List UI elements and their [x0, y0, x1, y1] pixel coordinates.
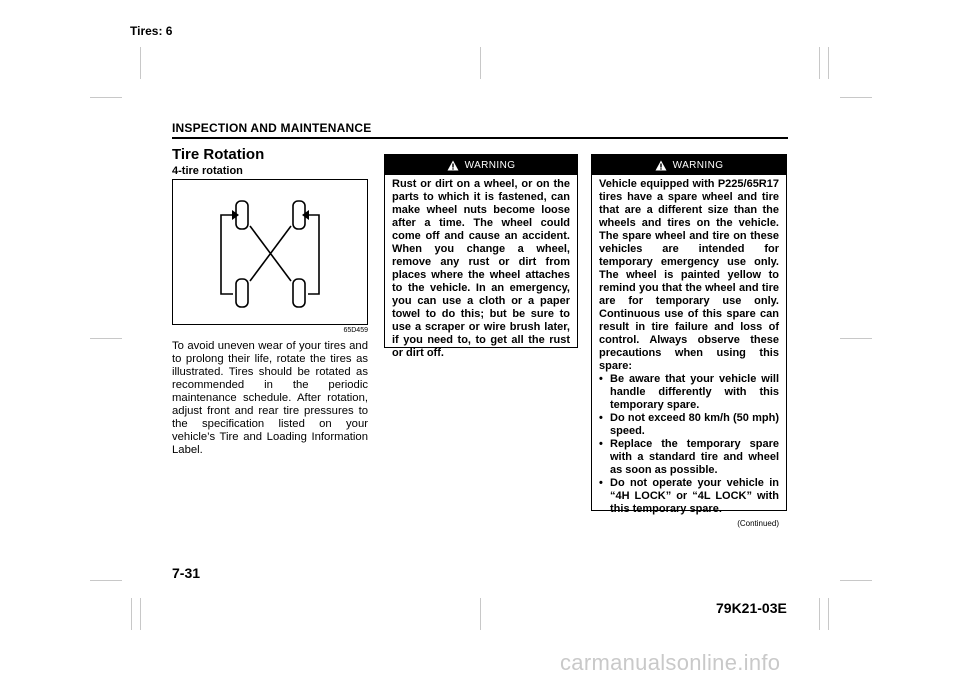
- precaution-list: [599, 373, 779, 516]
- rear-left-tire: [236, 279, 248, 307]
- crop-mark: [480, 47, 481, 79]
- crop-mark: [840, 338, 872, 339]
- rotation-line: [221, 215, 233, 294]
- list-item: • Be aware that your vehicle will handle differently with this temporary spare.: [599, 373, 779, 412]
- figure-code: 65D459: [343, 327, 368, 334]
- crop-mark: [819, 47, 820, 79]
- crop-mark: [140, 47, 141, 79]
- page-number: 7-31: [172, 565, 201, 581]
- crop-mark: [131, 598, 132, 630]
- crop-mark: [819, 598, 820, 630]
- crop-mark: [140, 598, 141, 630]
- warning-label: WARNING: [464, 159, 516, 171]
- running-head: Tires: 6: [130, 24, 173, 38]
- list-item: • Replace the temporary spare with a standard tire and wheel as soon as possible.: [599, 438, 779, 477]
- warning-content: [592, 175, 786, 534]
- tire-rotation-column: [172, 146, 368, 457]
- crop-mark: [828, 598, 829, 630]
- crop-mark: [90, 97, 122, 98]
- document-code: 79K21-03E: [716, 600, 787, 616]
- crop-mark: [840, 97, 872, 98]
- continued-note: (Continued): [737, 519, 779, 528]
- subsection-title: 4-tire rotation: [172, 165, 243, 177]
- warning-text: Vehicle equipped with P225/65R17 tires have a spare wheel and tire that are a different size than the wheels and tires on the vehicle. The spare wheel and tire on these vehicles are intended for temporary emergency use only. The wheel is painted yellow to remind you that the wheel and tire are for temporary use only. Continuous use of this spare can result in tire failure and loss of control. Always observe these precautions when using this spare:: [599, 178, 779, 372]
- crop-mark: [480, 598, 481, 630]
- warning-box: [591, 154, 787, 528]
- list-item: • Do not exceed 80 km/h (50 mph) speed.: [599, 412, 779, 438]
- warning-triangle-icon: [655, 160, 667, 171]
- list-item: • Do not operate your vehicle in “4H LOCK” or “4L LOCK” with this temporary spare.: [599, 477, 779, 516]
- warning-triangle-icon: [447, 160, 459, 171]
- watermark: carmanualsonline.info: [560, 650, 781, 675]
- section-heading: INSPECTION AND MAINTENANCE: [172, 121, 372, 135]
- rear-right-tire: [293, 279, 305, 307]
- crop-mark: [90, 338, 122, 339]
- tire-rotation-diagram: [173, 180, 367, 324]
- warning-box: [384, 154, 578, 359]
- tire-rotation-figure: [172, 179, 368, 325]
- warning-label: WARNING: [672, 159, 724, 171]
- rotation-line: [308, 215, 319, 294]
- header-rule: [172, 137, 788, 139]
- warning-header: [592, 155, 786, 175]
- crop-mark: [840, 580, 872, 581]
- warning-header: [385, 155, 577, 175]
- warning-text: Rust or dirt on a wheel, or on the parts to which it is fastened, can make wheel nuts become loose after a time. The wheel could come off and cause an accident. When you change a wheel, remove any rust or dirt from places where the wheel attaches to the vehicle. In an emergency, you can use a cloth or a paper towel to do this; but be sure to use a scraper or wire brush later, if you need to, to get all the rust or dirt off.: [392, 178, 570, 359]
- crop-mark: [90, 580, 122, 581]
- body-paragraph: To avoid uneven wear of your tires and to prolong their life, rotate the tires as illustrated. Tires should be rotated as recommended in the periodic maintenance schedule. After rotation, adjust front and rear tire pressures to the specification listed on your vehicle’s Tire and Loading Information Label.: [172, 340, 368, 456]
- crop-mark: [828, 47, 829, 79]
- section-title: Tire Rotation: [172, 146, 265, 163]
